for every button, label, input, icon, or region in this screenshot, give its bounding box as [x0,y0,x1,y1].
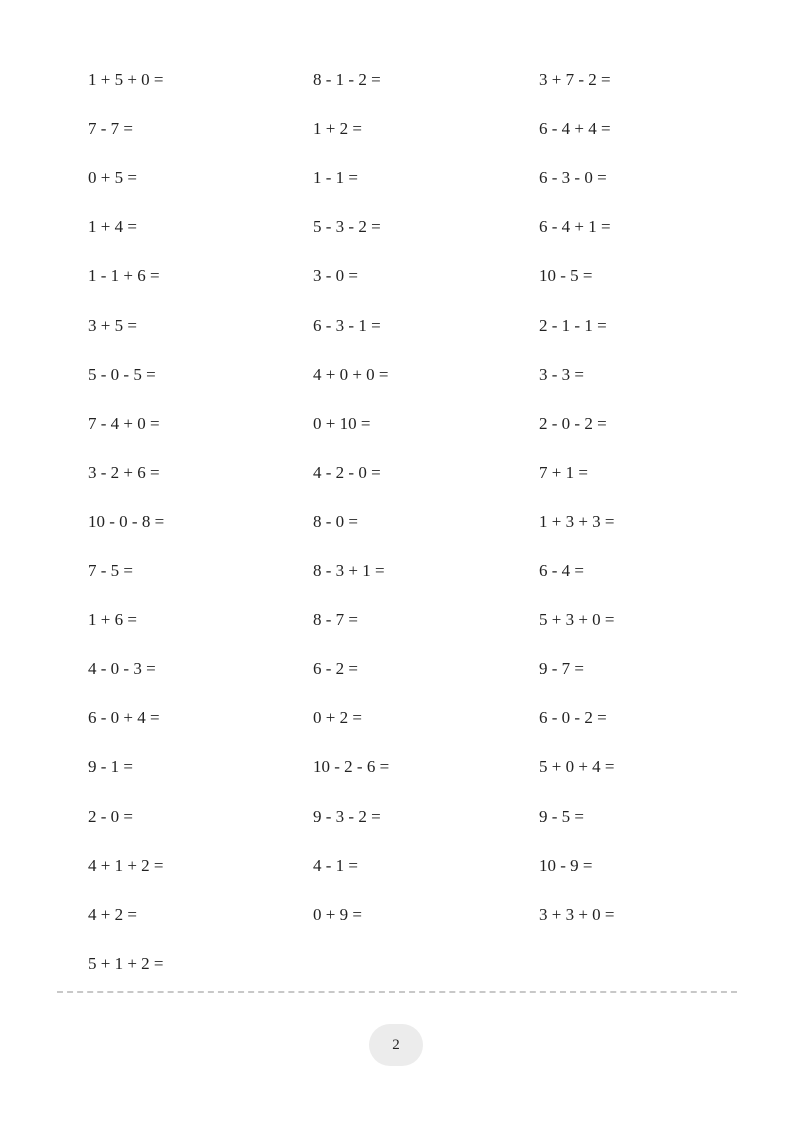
math-problem: 1 + 3 + 3 = [539,511,615,531]
math-problem: 4 + 2 = [88,904,137,924]
math-problem: 4 + 0 + 0 = [313,364,389,384]
math-problem: 0 + 5 = [88,168,137,188]
math-problem: 3 - 0 = [313,266,358,286]
math-problem: 6 - 0 + 4 = [88,708,160,728]
math-problem: 2 - 1 - 1 = [539,315,607,335]
math-problem: 5 - 3 - 2 = [313,217,381,237]
math-problem: 10 - 2 - 6 = [313,757,390,777]
math-problem: 5 - 0 - 5 = [88,364,156,384]
math-problem: 6 - 0 - 2 = [539,708,607,728]
math-problem: 2 - 0 - 2 = [539,413,607,433]
math-problem: 2 - 0 = [88,806,133,826]
math-problem: 7 - 5 = [88,561,133,580]
math-problem: 1 + 6 = [88,610,137,630]
math-problem: 8 - 1 - 2 = [313,70,381,89]
math-problem: 3 + 3 + 0 = [539,904,615,924]
math-problem: 10 - 0 - 8 = [88,511,165,531]
math-problem: 3 - 2 + 6 = [88,462,160,482]
math-problem: 7 - 4 + 0 = [88,413,160,433]
math-problem: 10 - 5 = [539,266,593,286]
math-problem: 0 + 9 = [313,904,362,924]
page-number-badge [369,1024,423,1066]
math-problem: 6 - 3 - 1 = [313,315,381,335]
math-problem: 3 + 5 = [88,315,137,335]
math-problem: 1 + 4 = [88,217,137,237]
math-problem: 3 + 7 - 2 = [539,70,611,89]
math-problem: 6 - 4 + 1 = [539,217,611,237]
math-problem: 9 - 7 = [539,659,584,679]
math-problem: 8 - 7 = [313,610,358,630]
page-number: 2 [392,1036,400,1053]
math-problem: 6 - 3 - 0 = [539,168,607,188]
math-problem: 0 + 10 = [313,413,371,433]
math-problem: 1 - 1 + 6 = [88,266,160,286]
math-problem: 6 - 4 + 4 = [539,119,611,139]
math-problem: 1 - 1 = [313,168,358,188]
math-problem: 3 - 3 = [539,364,584,384]
math-problem: 4 - 2 - 0 = [313,462,381,482]
math-problem: 5 + 3 + 0 = [539,610,615,630]
math-problem: 9 - 5 = [539,806,584,826]
math-problem: 7 - 7 = [88,119,133,139]
math-problem: 10 - 9 = [539,855,593,875]
math-problem: 9 - 3 - 2 = [313,806,381,826]
math-problem: 4 + 1 + 2 = [88,855,164,875]
math-problem: 8 - 0 = [313,511,358,531]
math-problem: 0 + 2 = [313,708,362,728]
math-problem: 6 - 4 = [539,561,584,580]
math-problem: 6 - 2 = [313,659,358,679]
math-problem: 9 - 1 = [88,757,133,777]
math-problem: 5 + 0 + 4 = [539,757,615,777]
math-problem: 8 - 3 + 1 = [313,561,385,580]
math-problem: 1 + 5 + 0 = [88,70,164,89]
dashed-divider [57,991,737,993]
math-problem: 7 + 1 = [539,462,588,482]
math-problem: 4 - 0 - 3 = [88,659,156,679]
math-problem: 1 + 2 = [313,119,362,139]
math-problem: 4 - 1 = [313,855,358,875]
math-problem: 5 + 1 + 2 = [88,953,164,973]
